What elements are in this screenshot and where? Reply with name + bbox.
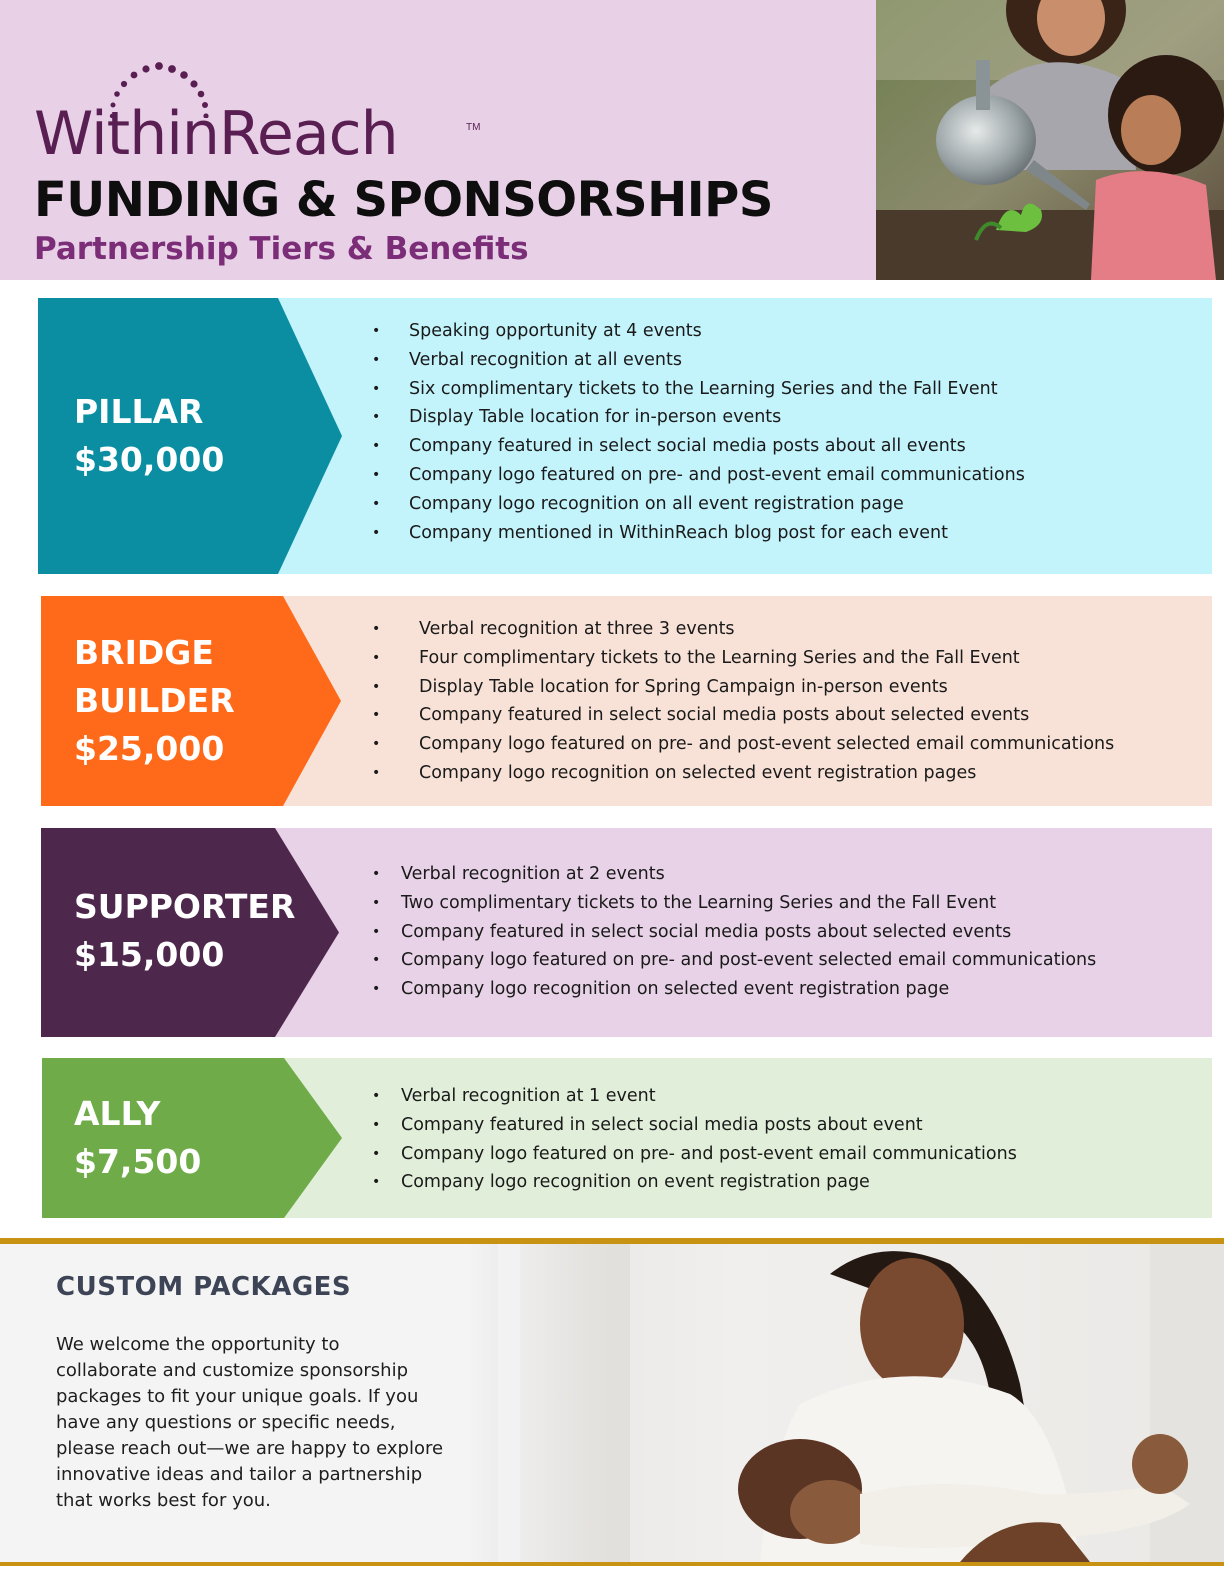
- bullet-icon: •: [372, 866, 381, 882]
- bullet-icon: •: [372, 736, 381, 753]
- bullet-icon: •: [372, 1116, 381, 1133]
- bullet-icon: •: [372, 1145, 381, 1162]
- tier-ally: [42, 1058, 1212, 1218]
- benefit-item: • Company logo recognition on event registration page: [372, 1168, 1017, 1197]
- benefit-item: • Display Table location for in-person events: [372, 403, 1025, 432]
- benefit-item: • Verbal recognition at all events: [372, 346, 1025, 375]
- benefit-item: • Verbal recognition at 1 event: [372, 1082, 1017, 1111]
- tier-supporter-name: SUPPORTER: [74, 887, 296, 926]
- benefit-item: • Company featured in select social media posts about selected events: [372, 918, 1096, 947]
- benefit-item: • Company featured in select social media posts about selected events: [372, 701, 1114, 730]
- bullet-icon: •: [372, 894, 381, 911]
- benefit-item: • Company logo featured on pre- and post-event email communications: [372, 461, 1025, 490]
- bullet-icon: •: [372, 952, 381, 969]
- benefit-item: • Four complimentary tickets to the Learning Series and the Fall Event: [372, 644, 1114, 673]
- divider-bottom: [0, 1562, 1224, 1566]
- bullet-icon: •: [372, 1174, 381, 1191]
- bullet-icon: •: [372, 495, 381, 512]
- benefit-item: • Company mentioned in WithinReach blog post for each event: [372, 519, 1025, 548]
- bullet-icon: •: [372, 678, 381, 695]
- bullet-icon: •: [372, 351, 381, 368]
- bullet-icon: •: [372, 380, 381, 397]
- bullet-icon: •: [372, 923, 381, 940]
- header-banner: [0, 0, 876, 280]
- bullet-icon: •: [372, 981, 381, 998]
- page-title: FUNDING & SPONSORSHIPS: [34, 172, 773, 228]
- bullet-icon: •: [372, 707, 381, 724]
- bullet-icon: •: [372, 1088, 381, 1104]
- tier-pillar-benefits: [372, 317, 1025, 547]
- benefit-item: • Company logo featured on pre- and post-event email communications: [372, 1140, 1017, 1169]
- tier-supporter-benefits: [372, 860, 1096, 1004]
- tier-bridge-builder: [41, 596, 1212, 806]
- benefit-item: • Company featured in select social media posts about all events: [372, 432, 1025, 461]
- benefit-item: • Verbal recognition at 2 events: [372, 860, 1096, 889]
- tier-supporter: [41, 828, 1212, 1037]
- custom-packages-section: [0, 1244, 1224, 1562]
- benefit-item: • Six complimentary tickets to the Learning Series and the Fall Event: [372, 375, 1025, 404]
- benefit-item: • Company logo featured on pre- and post-event selected email communications: [372, 946, 1096, 975]
- benefit-item: • Company logo recognition on selected event registration pages: [372, 759, 1114, 788]
- benefit-item: • Two complimentary tickets to the Learning Series and the Fall Event: [372, 889, 1096, 918]
- bullet-icon: •: [372, 409, 381, 426]
- tier-pillar-price: $30,000: [74, 440, 225, 479]
- tier-supporter-price: $15,000: [74, 935, 225, 974]
- tier-bridge-builder-price: $25,000: [74, 729, 225, 768]
- bullet-icon: •: [372, 438, 381, 455]
- benefit-item: • Verbal recognition at three 3 events: [372, 615, 1114, 644]
- logo-wordmark: WithinReach: [34, 99, 398, 169]
- tier-bridge-builder-name-line1: BRIDGE: [74, 633, 214, 672]
- tier-ally-benefits: [372, 1082, 1017, 1197]
- bullet-icon: •: [372, 323, 381, 339]
- benefit-item: • Company logo recognition on selected event registration page: [372, 975, 1096, 1004]
- bullet-icon: •: [372, 649, 381, 666]
- tier-ally-name: ALLY: [74, 1094, 161, 1133]
- tier-ally-price: $7,500: [74, 1142, 202, 1181]
- benefit-item: • Speaking opportunity at 4 events: [372, 317, 1025, 346]
- benefit-item: • Company logo featured on pre- and post-event selected email communications: [372, 730, 1114, 759]
- tier-bridge-builder-benefits: [372, 615, 1114, 788]
- tier-bridge-builder-name-line2: BUILDER: [74, 681, 235, 720]
- bullet-icon: •: [372, 621, 381, 637]
- photo-mother-child-gardening: [876, 0, 1224, 280]
- bullet-icon: •: [372, 466, 381, 483]
- benefit-item: • Company featured in select social media posts about event: [372, 1111, 1017, 1140]
- tier-pillar: [38, 298, 1212, 574]
- benefit-item: • Company logo recognition on all event registration page: [372, 490, 1025, 519]
- custom-packages-title: CUSTOM PACKAGES: [56, 1272, 352, 1302]
- custom-packages-body: We welcome the opportunity to collaborate and customize sponsorship packages to fit your unique goals. If you have any questions or specific needs, please reach out—we are happy to explore innovative ideas and tailor a partnership that works best for you.: [56, 1334, 444, 1511]
- page-subtitle: Partnership Tiers & Benefits: [34, 231, 529, 267]
- trademark-mark: TM: [466, 122, 481, 133]
- benefit-item: • Display Table location for Spring Campaign in-person events: [372, 673, 1114, 702]
- tier-pillar-name: PILLAR: [74, 392, 204, 431]
- bullet-icon: •: [372, 764, 381, 781]
- bullet-icon: •: [372, 524, 381, 541]
